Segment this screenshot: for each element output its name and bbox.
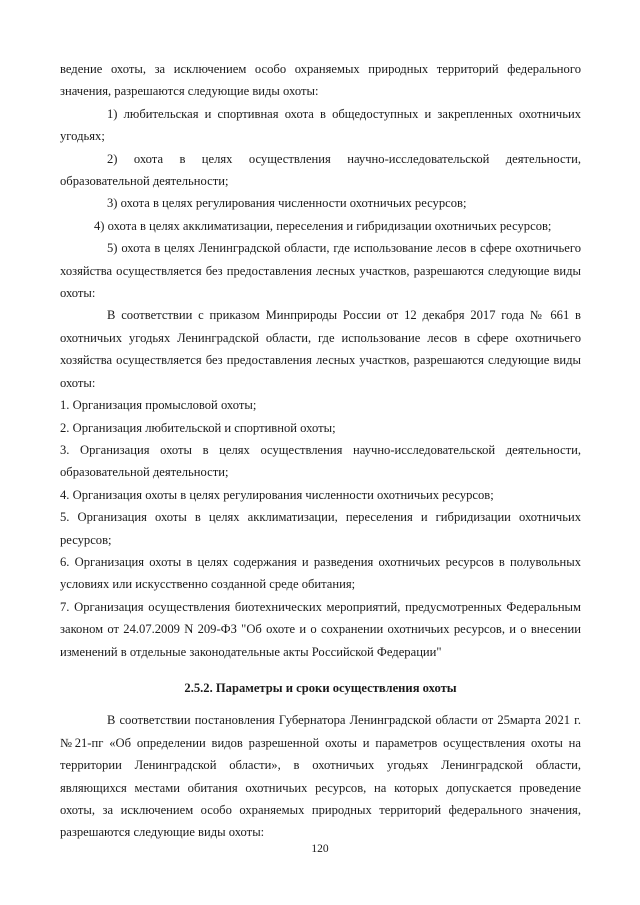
section-heading: 2.5.2. Параметры и сроки осуществления охоты	[184, 680, 457, 695]
paragraph: 3) охота в целях регулирования численности охотничьих ресурсов;	[107, 196, 467, 211]
list-item: 4. Организация охоты в целях регулирования численности охотничьих ресурсов;	[60, 487, 494, 502]
paragraph: 5) охота в целях Ленинградской области, где использование лесов в сфере охотничьего хозяйства осуществляется без предоставления лесных участков, разрешаются следующие виды охоты:	[60, 241, 581, 301]
list-item: 6. Организация охоты в целях содержания и разведения охотничьих ресурсов в полувольных условиях или искусственно созданной среде обитания;	[60, 554, 581, 592]
list-item: 7. Организация осуществления биотехнических мероприятий, предусмотренных Федеральным законом от 24.07.2009 N 209-ФЗ "Об охоте и о сохранении охотничьих ресурсов, и о внесении изменений в отдельные законодательные акты Российской Федерации"	[60, 599, 581, 659]
paragraph: ведение охоты, за исключением особо охраняемых природных территорий федерального значения, разрешаются следующие виды охоты:	[60, 62, 581, 99]
page-number: 120	[311, 843, 329, 855]
paragraph: В соответствии постановления Губернатора Ленинградской области от 25марта 2021 г. №21-пг «Об определении видов разрешенной охоты и параметров осуществления охоты на территории Ленинградской области», в охотничьих угодьях Ленинградской области, являющихся местами обитания охотничьих ресурсов, на которых допускается проведение охоты, за исключением особо охраняемых природных территорий федерального значения, разрешаются следующие виды охоты:	[60, 713, 581, 840]
paragraph: 1) любительская и спортивная охота в общедоступных и закрепленных охотничьих угодьях;	[60, 106, 581, 144]
paragraph: 4) охота в целях акклиматизации, переселения и гибридизации охотничьих ресурсов;	[94, 218, 552, 233]
list-item: 1. Организация промысловой охоты;	[60, 398, 257, 413]
list-item: 2. Организация любительской и спортивной охоты;	[60, 420, 336, 435]
document-page	[60, 58, 581, 844]
paragraph: 2) охота в целях осуществления научно-исследовательской деятельности, образовательной деятельности;	[60, 151, 581, 189]
list-item: 5. Организация охоты в целях акклиматизации, переселения и гибридизации охотничьих ресурсов;	[60, 510, 581, 547]
paragraph: В соответствии с приказом Минприроды России от 12 декабря 2017 года № 661 в охотничьих угодьях Ленинградской области, где использование лесов в сфере охотничьего хозяйства осуществляется без предоставления лесных участков, разрешаются следующие виды охоты:	[60, 308, 581, 390]
list-item: 3. Организация охоты в целях осуществления научно-исследовательской деятельности, образовательной деятельности;	[60, 442, 581, 480]
